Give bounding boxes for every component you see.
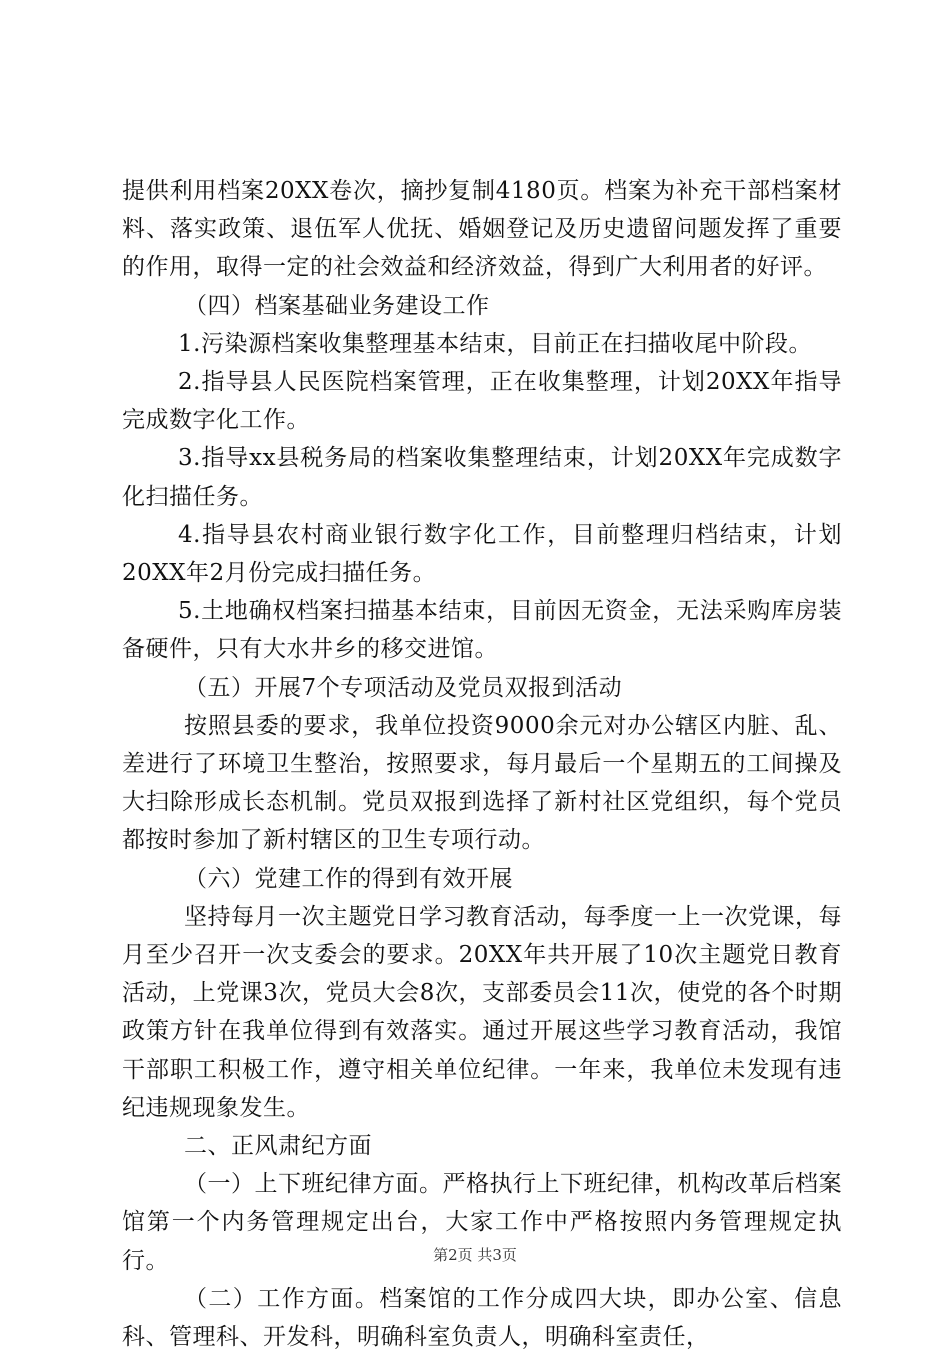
heading-archive-basic-work: （四）档案基础业务建设工作	[184, 292, 490, 319]
paragraph-environment-cleanup: 按照县委的要求，我单位投资9000余元对办公辖区内脏、乱、差进行了环境卫生整治，按照要求，每月最后一个星期五的工间操及大扫除形成长态机制。党员双报到选择了新村社区党组织，每个党员都按时参加了新村辖区的卫生专项行动。	[122, 712, 842, 854]
paragraph-utilization-summary: 提供利用档案20XX卷次，摘抄复制4180页。档案为补充干部档案材料、落实政策、退伍军人优抚、婚姻登记及历史遗留问题发挥了重要的作用，取得一定的社会效益和经济效益，得到广大利用者的好评。	[122, 178, 842, 281]
document-body	[122, 172, 842, 1356]
heading-party-building: （六）党建工作的得到有效开展	[184, 865, 513, 892]
list-item-pollution-archives: 1.污染源档案收集整理基本结束，目前正在扫描收尾中阶段。	[178, 330, 812, 357]
heading-special-activities: （五）开展7个专项活动及党员双报到活动	[184, 674, 623, 701]
list-item-hospital-archives: 2.指导县人民医院档案管理，正在收集整理，计划20XX年指导完成数字化工作。	[122, 369, 842, 434]
list-item-tax-archives: 3.指导xx县税务局的档案收集整理结束，计划20XX年完成数字化扫描任务。	[122, 445, 842, 510]
paragraph-work-hours-discipline: （一）上下班纪律方面。严格执行上下班纪律，机构改革后档案馆第一个内务管理规定出台，大家工作中严格按照内务管理规定执行。	[122, 1171, 842, 1274]
page-footer: 第2页 共3页	[433, 1246, 517, 1264]
heading-discipline: 二、正风肃纪方面	[184, 1133, 372, 1160]
list-item-land-archives: 5.土地确权档案扫描基本结束，目前因无资金，无法采购库房装备硬件，只有大水井乡的移交进馆。	[122, 598, 842, 663]
paragraph-party-education: 坚持每月一次主题党日学习教育活动，每季度一上一次党课，每月至少召开一次支委会的要求。20XX年共开展了10次主题党日教育活动，上党课3次，党员大会8次，支部委员会11次，使党的各个时期政策方针在我单位得到有效落实。通过开展这些学习教育活动，我馆干部职工积极工作，遵守相关单位纪律。一年来，我单位未发现有违纪违规现象发生。	[122, 903, 842, 1121]
list-item-bank-archives: 4.指导县农村商业银行数字化工作，目前整理归档结束，计划20XX年2月份完成扫描任务。	[122, 521, 842, 587]
paragraph-work-organization: （二）工作方面。档案馆的工作分成四大块，即办公室、信息科、管理科、开发科，明确科室负责人，明确科室责任，	[122, 1285, 842, 1351]
